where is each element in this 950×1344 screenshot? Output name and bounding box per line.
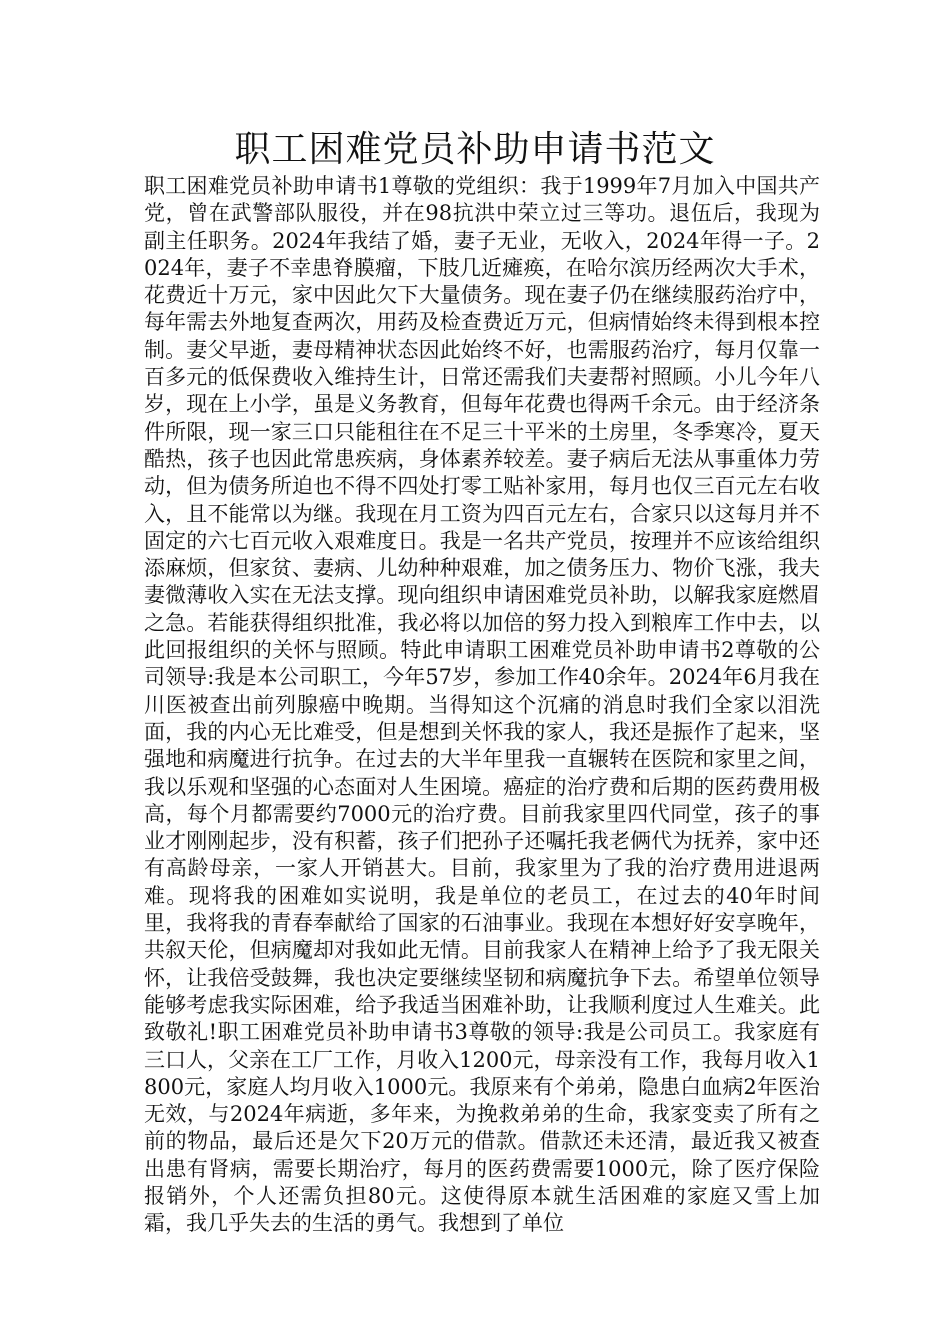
document-title: 职工困难党员补助申请书范文 xyxy=(234,129,716,170)
document-body xyxy=(144,173,820,1238)
body-paragraph: 职工困难党员补助申请书1尊敬的党组织：我于1999年7月加入中国共产党，曾在武警部队服役，并在98抗洪中荣立过三等功。退伍后，我现为副主任职务。2024年我结了婚，妻子无业，无收入，2024年得一子。2024年，妻子不幸患脊膜瘤，下肢几近瘫痪，在哈尔滨历经两次大手术，花费近十万元，家中因此欠下大量债务。现在妻子仍在继续服药治疗中，每年需去外地复查两次，用药及检查费近万元，但病情始终未得到根本控制。妻父早逝，妻母精神状态因此始终不好，也需服药治疗，每月仅靠一百多元的低保费收入维持生计，日常还需我们夫妻帮衬照顾。小儿今年八岁，现在上小学，虽是义务教育，但每年花费也得两千余元。由于经济条件所限，现一家三口只能租往在不足三十平米的土房里，冬季寒冷，夏天酷热，孩子也因此常患疾病，身体素养较差。妻子病后无法从事重体力劳动，但为债务所迫也不得不四处打零工贴补家用，每月也仅三百元左右收入，且不能常以为继。我现在月工资为四百元左右，合家只以这每月并不固定的六七百元收入艰难度日。我是一名共产党员，按理并不应该给组织添麻烦，但家贫、妻病、儿幼种种艰难，加之债务压力、物价飞涨，我夫妻微薄收入实在无法支撑。现向组织申请困难党员补助，以解我家庭燃眉之急。若能获得组织批准，我必将以加倍的努力投入到粮库工作中去，以此回报组织的关怀与照顾。特此申请职工困难党员补助申请书2尊敬的公司领导:我是本公司职工，今年57岁，参加工作40余年。2024年6月我在川医被查出前列腺癌中晚期。当得知这个沉痛的消息时我们全家以泪洗面，我的内心无比难受，但是想到关怀我的家人，我还是振作了起来，坚强地和病魔进行抗争。在过去的大半年里我一直辗转在医院和家里之间，我以乐观和坚强的心态面对人生困境。癌症的治疗费和后期的医药费用极高，每个月都需要约7000元的治疗费。目前我家里四代同堂，孩子的事业才刚刚起步，没有积蓄，孩子们把孙子还嘱托我老俩代为抚养，家中还有高龄母亲，一家人开销甚大。目前，我家里为了我的治疗费用进退两难。现将我的困难如实说明，我是单位的老员工，在过去的40年时间里，我将我的青春奉献给了国家的石油事业。我现在本想好好安享晚年，共叙天伦，但病魔却对我如此无情。目前我家人在精神上给予了我无限关怀，让我倍受鼓舞，我也决定要继续坚韧和病魔抗争下去。希望单位领导能够考虑我实际困难，给予我适当困难补助，让我顺利度过人生难关。此致敬礼!职工困难党员补助申请书3尊敬的领导:我是公司员工。我家庭有三口人，父亲在工厂工作，月收入1200元，母亲没有工作，我每月收入1800元，家庭人均月收入1000元。我原来有个弟弟，隐患白血病2年医治无效，与2024年病逝，多年来，为挽救弟弟的生命，我家变卖了所有之前的物品，最后还是欠下20万元的借款。借款还未还清，最近我又被查出患有肾病，需要长期治疗，每月的医药费需要1000元，除了医疗保险报销外，个人还需负担80元。这使得原本就生活困难的家庭又雪上加霜，我几乎失去的生活的勇气。我想到了单位 xyxy=(144,174,820,1236)
